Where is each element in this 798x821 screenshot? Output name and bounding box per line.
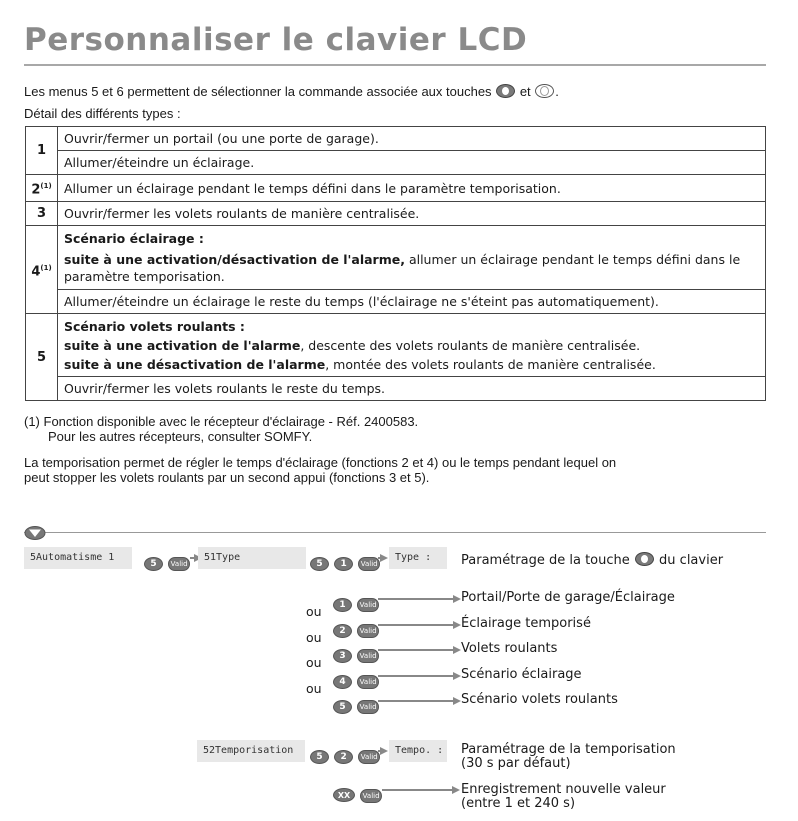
button-sequence: [144, 551, 190, 571]
type-description: Allumer/éteindre un éclairage.: [58, 151, 766, 175]
scenario-heading: Scénario éclairage :: [64, 231, 204, 247]
footnote-line1: Fonction disponible avec le récepteur d'éclairage - Réf. 2400583.: [43, 414, 419, 429]
button-sequence: [310, 744, 380, 764]
or-label: ou: [306, 630, 322, 645]
arrow-line: [378, 700, 454, 702]
type-number: 5: [26, 314, 58, 401]
arrow-line: [378, 598, 454, 600]
arrow-head-icon: [453, 646, 461, 654]
type-description: Ouvrir/fermer un portail (ou une porte de garage).: [58, 127, 766, 151]
table-row: [26, 314, 766, 377]
or-label: ou: [306, 655, 322, 670]
key-button[interactable]: 5: [144, 557, 163, 571]
types-table: [25, 126, 766, 401]
valid-button[interactable]: Valid: [168, 557, 190, 571]
key-button[interactable]: 4: [333, 675, 352, 689]
button-sequence: [333, 783, 382, 803]
lcd-display-tempo-menu: 52Temporisation: [197, 740, 305, 762]
button-sequence: [333, 643, 379, 663]
lcd-display-tempo: Tempo. :: [389, 740, 447, 762]
type-number: 2$^{(1)}$: [26, 175, 58, 202]
button-sequence: [310, 551, 380, 571]
arrow-head-icon: [453, 697, 461, 705]
type-number: 1: [26, 127, 58, 175]
valid-button[interactable]: Valid: [360, 789, 382, 803]
temporisation-paragraph-line1: La temporisation permet de régler le temps d'éclairage (fonctions 2 et 4) ou le temps pendant lequel on: [24, 455, 617, 470]
type-description: Allumer/éteindre un éclairage le reste du temps (l'éclairage ne s'éteint pas automatiquement).: [58, 290, 766, 314]
table-row: [26, 127, 766, 151]
intro-text: Les menus 5 et 6 permettent de sélectionner la commande associée aux touches: [24, 84, 492, 99]
key-button[interactable]: 3: [333, 649, 352, 663]
arrow-head-icon: [380, 554, 388, 562]
type-option-label: Scénario volets roulants: [461, 692, 618, 707]
or-label: ou: [306, 604, 322, 619]
tempo-desc-line2: (30 s par défaut): [461, 756, 571, 771]
button-sequence: [333, 669, 379, 689]
valid-button[interactable]: Valid: [358, 750, 380, 764]
key-button[interactable]: 2: [334, 750, 353, 764]
value-button[interactable]: XX: [333, 788, 355, 802]
footnote: [24, 414, 418, 429]
button-sequence: [333, 592, 379, 612]
key-button[interactable]: 5: [333, 700, 352, 714]
type-option-label: Volets roulants: [461, 641, 558, 656]
intro-paragraph: [24, 84, 559, 99]
button-sequence: [333, 694, 379, 714]
type-option-label: Portail/Porte de garage/Éclairage: [461, 590, 675, 605]
type-description: Ouvrir/fermer les volets roulants de manière centralisée.: [58, 202, 766, 226]
tempo-value-desc-line2: (entre 1 et 240 s): [461, 796, 576, 811]
footnote-ref: (1): [40, 182, 52, 190]
footnote-marker: (1): [24, 414, 40, 429]
arrow-head-icon: [453, 672, 461, 680]
valid-button[interactable]: Valid: [358, 557, 380, 571]
arrow-line: [378, 675, 454, 677]
title-divider: [24, 64, 766, 66]
intro-conjunction: et: [519, 84, 531, 99]
type-description: [58, 226, 766, 290]
arrow-head-icon: [453, 595, 461, 603]
scenario-line: suite à une activation de l'alarme, descente des volets roulants de manière centralisée.: [64, 338, 641, 354]
type-description: [58, 314, 766, 377]
key-button[interactable]: 5: [310, 557, 329, 571]
valid-button[interactable]: Valid: [357, 624, 379, 638]
table-row: [26, 202, 766, 226]
arrow-head-icon: [452, 786, 460, 794]
type-option-label: Éclairage temporisé: [461, 616, 591, 631]
key-filled-icon: [496, 84, 515, 98]
page-title: Personnaliser le clavier LCD: [24, 22, 528, 58]
arrow-line: [378, 649, 454, 651]
valid-button[interactable]: Valid: [357, 649, 379, 663]
arrow-head-icon: [380, 747, 388, 755]
arrow-head-icon: [453, 621, 461, 629]
type-description: Ouvrir/fermer les volets roulants le reste du temps.: [58, 377, 766, 401]
tempo-value-desc-line1: Enregistrement nouvelle valeur: [461, 782, 666, 797]
step-description: Paramétrage de la touche du clavier: [461, 553, 724, 568]
type-number: 4$^{(1)}$: [26, 226, 58, 314]
table-row: [26, 377, 766, 401]
table-row: [26, 290, 766, 314]
table-row: [26, 226, 766, 290]
type-description: Allumer un éclairage pendant le temps défini dans le paramètre temporisation.: [58, 175, 766, 202]
table-row: [26, 151, 766, 175]
type-option-label: Scénario éclairage: [461, 667, 582, 682]
scenario-text: suite à une activation/désactivation de l'alarme, allumer un éclairage pendant le temps défini dans le paramètre temporisation.: [64, 252, 741, 285]
or-label: ou: [306, 681, 322, 696]
flow-divider: [24, 532, 766, 533]
scenario-heading: Scénario volets roulants :: [64, 319, 245, 335]
temporisation-paragraph-line2: peut stopper les volets roulants par un second appui (fonctions 3 et 5).: [24, 470, 430, 485]
triangle-down-icon: [24, 526, 46, 540]
key-button[interactable]: 5: [310, 750, 329, 764]
key-button[interactable]: 1: [333, 598, 352, 612]
table-row: [26, 175, 766, 202]
key-button[interactable]: 1: [334, 557, 353, 571]
lcd-display-type: Type :: [389, 547, 447, 569]
footnote-line2: Pour les autres récepteurs, consulter SOMFY.: [48, 429, 313, 444]
arrow-line: [382, 789, 452, 791]
arrow-line: [378, 624, 454, 626]
key-button[interactable]: 2: [333, 624, 352, 638]
key-outline-icon: [535, 84, 554, 98]
valid-button[interactable]: Valid: [357, 700, 379, 714]
type-number: 3: [26, 202, 58, 226]
lcd-display-menu: 5Automatisme 1: [24, 547, 132, 569]
valid-button[interactable]: Valid: [357, 675, 379, 689]
intro-end: .: [555, 84, 559, 99]
lcd-display-submenu: 51Type: [198, 547, 306, 569]
button-sequence: [333, 618, 379, 638]
tempo-desc-line1: Paramétrage de la temporisation: [461, 742, 676, 757]
detail-heading: Détail des différents types :: [24, 106, 181, 121]
key-filled-icon: [635, 552, 654, 566]
scenario-line: suite à une désactivation de l'alarme, montée des volets roulants de manière centralisée.: [64, 357, 656, 373]
valid-button[interactable]: Valid: [357, 598, 379, 612]
footnote-ref: (1): [40, 263, 52, 272]
